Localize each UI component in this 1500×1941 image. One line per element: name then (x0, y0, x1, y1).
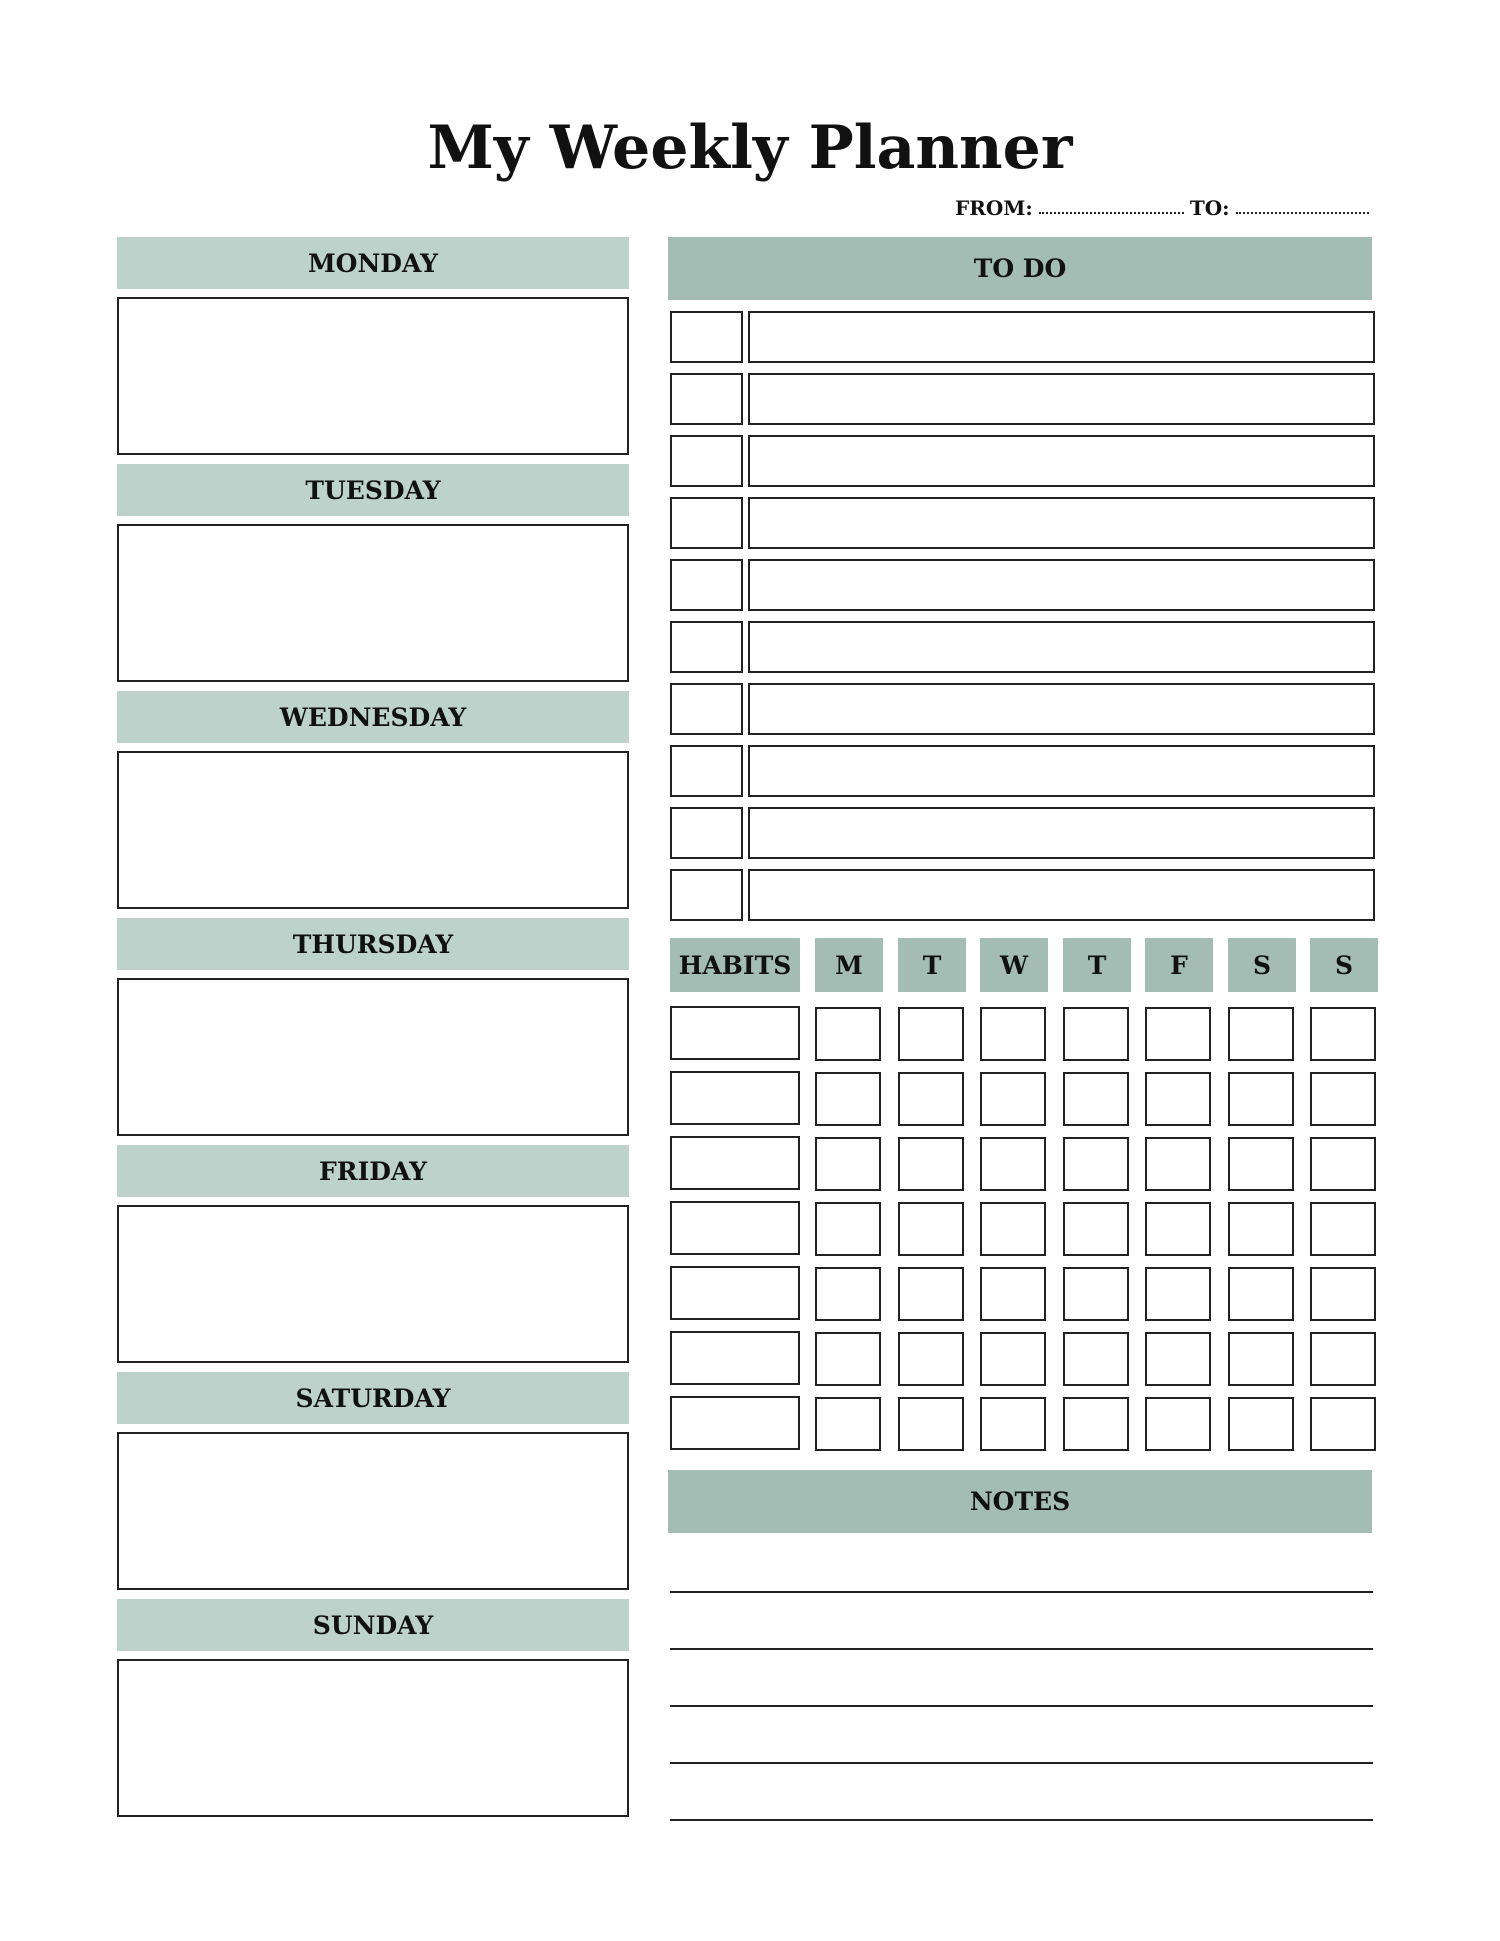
todo-item-field[interactable] (748, 435, 1375, 487)
day-box-tuesday[interactable] (117, 524, 629, 682)
habit-name-field[interactable] (670, 1266, 800, 1320)
habit-checkbox[interactable] (1228, 1072, 1294, 1126)
habit-checkbox[interactable] (980, 1332, 1046, 1386)
habit-checkbox[interactable] (980, 1007, 1046, 1061)
day-box-friday[interactable] (117, 1205, 629, 1363)
todo-checkbox[interactable] (670, 559, 743, 611)
habit-checkbox[interactable] (898, 1267, 964, 1321)
todo-checkbox[interactable] (670, 807, 743, 859)
habit-checkbox[interactable] (815, 1332, 881, 1386)
todo-item-field[interactable] (748, 807, 1375, 859)
habit-checkbox[interactable] (1145, 1332, 1211, 1386)
habit-checkbox[interactable] (815, 1007, 881, 1061)
habit-checkbox[interactable] (1145, 1202, 1211, 1256)
habit-checkbox[interactable] (980, 1202, 1046, 1256)
from-field[interactable] (1039, 194, 1184, 214)
habit-name-field[interactable] (670, 1201, 800, 1255)
note-line[interactable] (670, 1762, 1373, 1764)
habit-checkbox[interactable] (898, 1397, 964, 1451)
habit-checkbox[interactable] (898, 1332, 964, 1386)
habit-checkbox[interactable] (898, 1137, 964, 1191)
day-header-tuesday: TUESDAY (117, 464, 629, 516)
todo-item-field[interactable] (748, 497, 1375, 549)
weekday-header: T (1063, 938, 1131, 992)
habit-checkbox[interactable] (980, 1267, 1046, 1321)
note-line[interactable] (670, 1705, 1373, 1707)
day-box-saturday[interactable] (117, 1432, 629, 1590)
habit-name-field[interactable] (670, 1331, 800, 1385)
habit-checkbox[interactable] (1228, 1332, 1294, 1386)
habit-checkbox[interactable] (1310, 1072, 1376, 1126)
day-header-sunday: SUNDAY (117, 1599, 629, 1651)
habit-checkbox[interactable] (815, 1267, 881, 1321)
todo-checkbox[interactable] (670, 621, 743, 673)
weekday-header: S (1310, 938, 1378, 992)
todo-checkbox[interactable] (670, 435, 743, 487)
habit-checkbox[interactable] (1310, 1267, 1376, 1321)
habit-checkbox[interactable] (980, 1397, 1046, 1451)
habit-name-field[interactable] (670, 1396, 800, 1450)
todo-item-field[interactable] (748, 683, 1375, 735)
todo-checkbox[interactable] (670, 373, 743, 425)
habit-checkbox[interactable] (1145, 1397, 1211, 1451)
habit-checkbox[interactable] (898, 1007, 964, 1061)
habit-checkbox[interactable] (1063, 1072, 1129, 1126)
habit-checkbox[interactable] (815, 1072, 881, 1126)
todo-checkbox[interactable] (670, 745, 743, 797)
day-header-wednesday: WEDNESDAY (117, 691, 629, 743)
habit-checkbox[interactable] (1063, 1267, 1129, 1321)
todo-item-field[interactable] (748, 869, 1375, 921)
note-line[interactable] (670, 1591, 1373, 1593)
habit-checkbox[interactable] (815, 1397, 881, 1451)
habit-checkbox[interactable] (1228, 1397, 1294, 1451)
habit-checkbox[interactable] (980, 1137, 1046, 1191)
day-header-thursday: THURSDAY (117, 918, 629, 970)
habit-checkbox[interactable] (1228, 1007, 1294, 1061)
habit-checkbox[interactable] (1310, 1202, 1376, 1256)
day-box-sunday[interactable] (117, 1659, 629, 1817)
habit-checkbox[interactable] (1145, 1137, 1211, 1191)
weekday-header: S (1228, 938, 1296, 992)
day-box-monday[interactable] (117, 297, 629, 455)
todo-checkbox[interactable] (670, 869, 743, 921)
habit-checkbox[interactable] (1063, 1202, 1129, 1256)
habit-checkbox[interactable] (1310, 1007, 1376, 1061)
weekday-header: M (815, 938, 883, 992)
habit-checkbox[interactable] (1228, 1137, 1294, 1191)
note-line[interactable] (670, 1819, 1373, 1821)
todo-item-field[interactable] (748, 745, 1375, 797)
habit-checkbox[interactable] (1228, 1202, 1294, 1256)
habit-checkbox[interactable] (1063, 1007, 1129, 1061)
habit-checkbox[interactable] (898, 1202, 964, 1256)
date-range (955, 188, 1375, 220)
todo-checkbox[interactable] (670, 311, 743, 363)
habit-checkbox[interactable] (815, 1202, 881, 1256)
todo-checkbox[interactable] (670, 683, 743, 735)
todo-checkbox[interactable] (670, 497, 743, 549)
day-header-saturday: SATURDAY (117, 1372, 629, 1424)
habit-checkbox[interactable] (1145, 1072, 1211, 1126)
day-header-monday: MONDAY (117, 237, 629, 289)
habit-name-field[interactable] (670, 1136, 800, 1190)
habit-checkbox[interactable] (1310, 1332, 1376, 1386)
habit-checkbox[interactable] (815, 1137, 881, 1191)
habit-checkbox[interactable] (1145, 1267, 1211, 1321)
weekday-header: T (898, 938, 966, 992)
habit-checkbox[interactable] (1145, 1007, 1211, 1061)
note-line[interactable] (670, 1648, 1373, 1650)
habit-checkbox[interactable] (1310, 1397, 1376, 1451)
habit-checkbox[interactable] (980, 1072, 1046, 1126)
habit-checkbox[interactable] (1063, 1332, 1129, 1386)
day-box-thursday[interactable] (117, 978, 629, 1136)
habit-name-field[interactable] (670, 1006, 800, 1060)
todo-item-field[interactable] (748, 621, 1375, 673)
habit-checkbox[interactable] (1228, 1267, 1294, 1321)
page-title: My Weekly Planner (427, 113, 1073, 183)
notes-header: NOTES (668, 1470, 1372, 1533)
weekday-header: W (980, 938, 1048, 992)
habit-name-field[interactable] (670, 1071, 800, 1125)
habits-header: HABITS (670, 938, 800, 992)
to-field[interactable] (1236, 194, 1369, 214)
habit-checkbox[interactable] (898, 1072, 964, 1126)
habit-checkbox[interactable] (1310, 1137, 1376, 1191)
weekday-header: F (1145, 938, 1213, 992)
todo-item-field[interactable] (748, 373, 1375, 425)
todo-item-field[interactable] (748, 559, 1375, 611)
day-box-wednesday[interactable] (117, 751, 629, 909)
from-label: FROM: (955, 196, 1033, 220)
habit-checkbox[interactable] (1063, 1397, 1129, 1451)
habit-checkbox[interactable] (1063, 1137, 1129, 1191)
todo-header: TO DO (668, 237, 1372, 300)
day-header-friday: FRIDAY (117, 1145, 629, 1197)
to-label: TO: (1189, 196, 1230, 220)
todo-item-field[interactable] (748, 311, 1375, 363)
